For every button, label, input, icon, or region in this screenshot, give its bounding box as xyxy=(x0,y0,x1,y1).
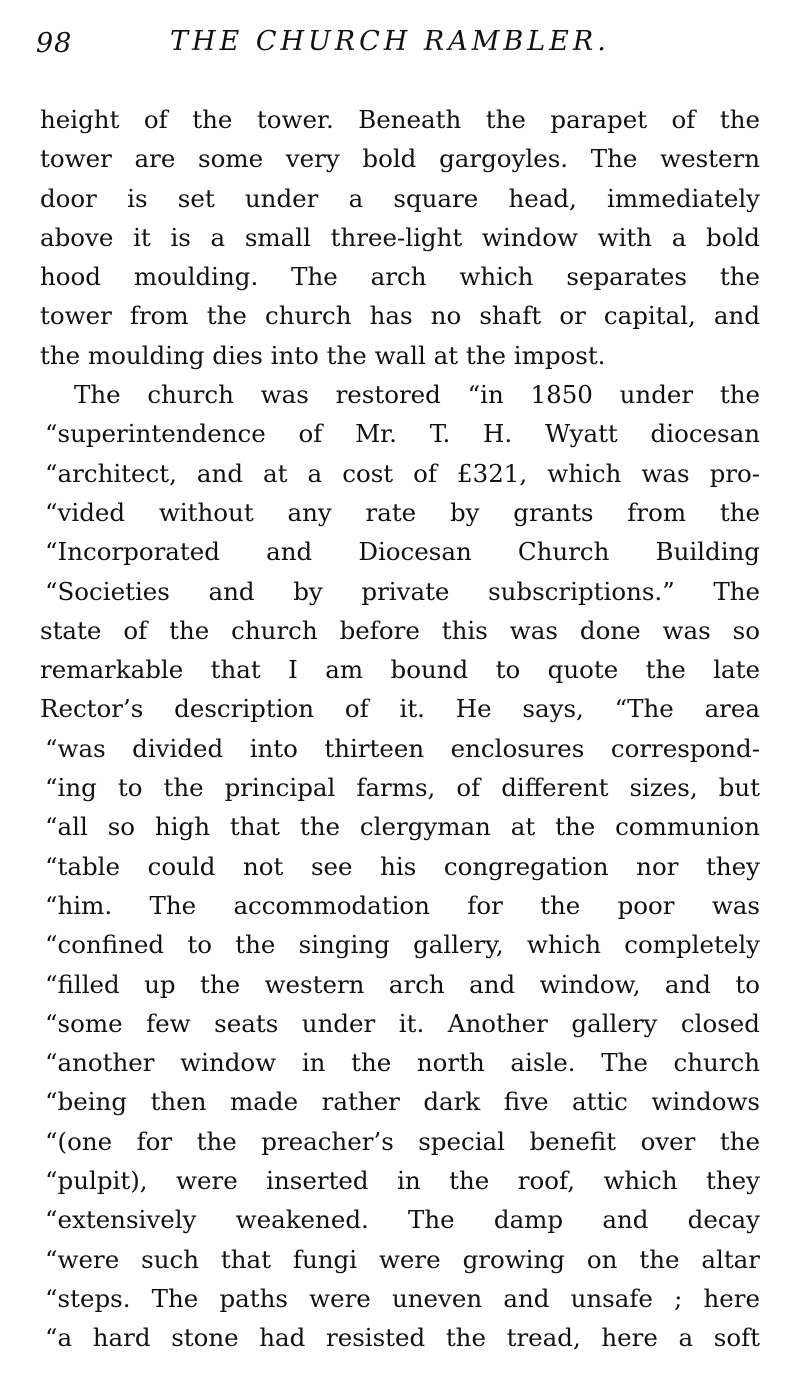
page-number: 98 xyxy=(36,28,73,59)
text-line: “steps. The paths were uneven and unsafe ; here xyxy=(45,1283,760,1313)
text-line: hood moulding. The arch which separates the xyxy=(40,262,760,292)
text-line: tower are some very bold gargoyles. The western xyxy=(40,144,760,174)
text-line: “was divided into thirteen enclosures correspond- xyxy=(45,733,760,763)
text-line: “all so high that the clergyman at the communion xyxy=(45,812,760,842)
text-line: state of the church before this was done was so xyxy=(40,615,760,645)
text-line: “(one for the preacher’s special benefit over the xyxy=(45,1126,760,1156)
text-line: “filled up the western arch and window, and to xyxy=(45,969,760,999)
running-head xyxy=(30,22,770,72)
text-line: door is set under a square head, immediately xyxy=(40,183,760,213)
text-line: “superintendence of Mr. T. H. Wyatt diocesan xyxy=(45,419,760,449)
text-line: “extensively weakened. The damp and decay xyxy=(45,1205,760,1235)
text-line: “vided without any rate by grants from the xyxy=(45,497,760,527)
text-line: The church was restored “in 1850 under the xyxy=(74,380,760,410)
text-line: height of the tower. Beneath the parapet of the xyxy=(40,105,760,134)
text-line: “pulpit), were inserted in the roof, which they xyxy=(45,1166,760,1196)
text-line: “table could not see his congregation nor they xyxy=(45,851,760,881)
running-title: THE CHURCH RAMBLER. xyxy=(170,26,610,57)
text-line: “architect, and at a cost of £321, which was pro- xyxy=(45,458,760,488)
text-line: “some few seats under it. Another gallery closed xyxy=(45,1008,760,1038)
body-text xyxy=(40,100,760,1358)
text-line: tower from the church has no shaft or capital, and xyxy=(40,301,760,331)
text-line: “Societies and by private subscriptions.” The xyxy=(45,576,760,606)
text-line: “Incorporated and Diocesan Church Building xyxy=(45,537,760,567)
text-line: remarkable that I am bound to quote the late xyxy=(40,655,760,685)
text-line: “another window in the north aisle. The church xyxy=(45,1048,760,1078)
text-line: “a hard stone had resisted the tread, here a soft xyxy=(45,1323,760,1353)
text-line: “were such that fungi were growing on the altar xyxy=(45,1244,760,1274)
text-line: Rector’s description of it. He says, “The area xyxy=(40,694,760,724)
text-line: the moulding dies into the wall at the impost. xyxy=(40,340,606,370)
text-line: “confined to the singing gallery, which completely xyxy=(45,930,760,960)
text-line: “ing to the principal farms, of different sizes, but xyxy=(45,773,760,803)
text-line: “him. The accommodation for the poor was xyxy=(45,890,760,920)
text-line: “being then made rather dark five attic windows xyxy=(45,1087,760,1117)
text-line: above it is a small three-light window with a bold xyxy=(40,222,760,252)
